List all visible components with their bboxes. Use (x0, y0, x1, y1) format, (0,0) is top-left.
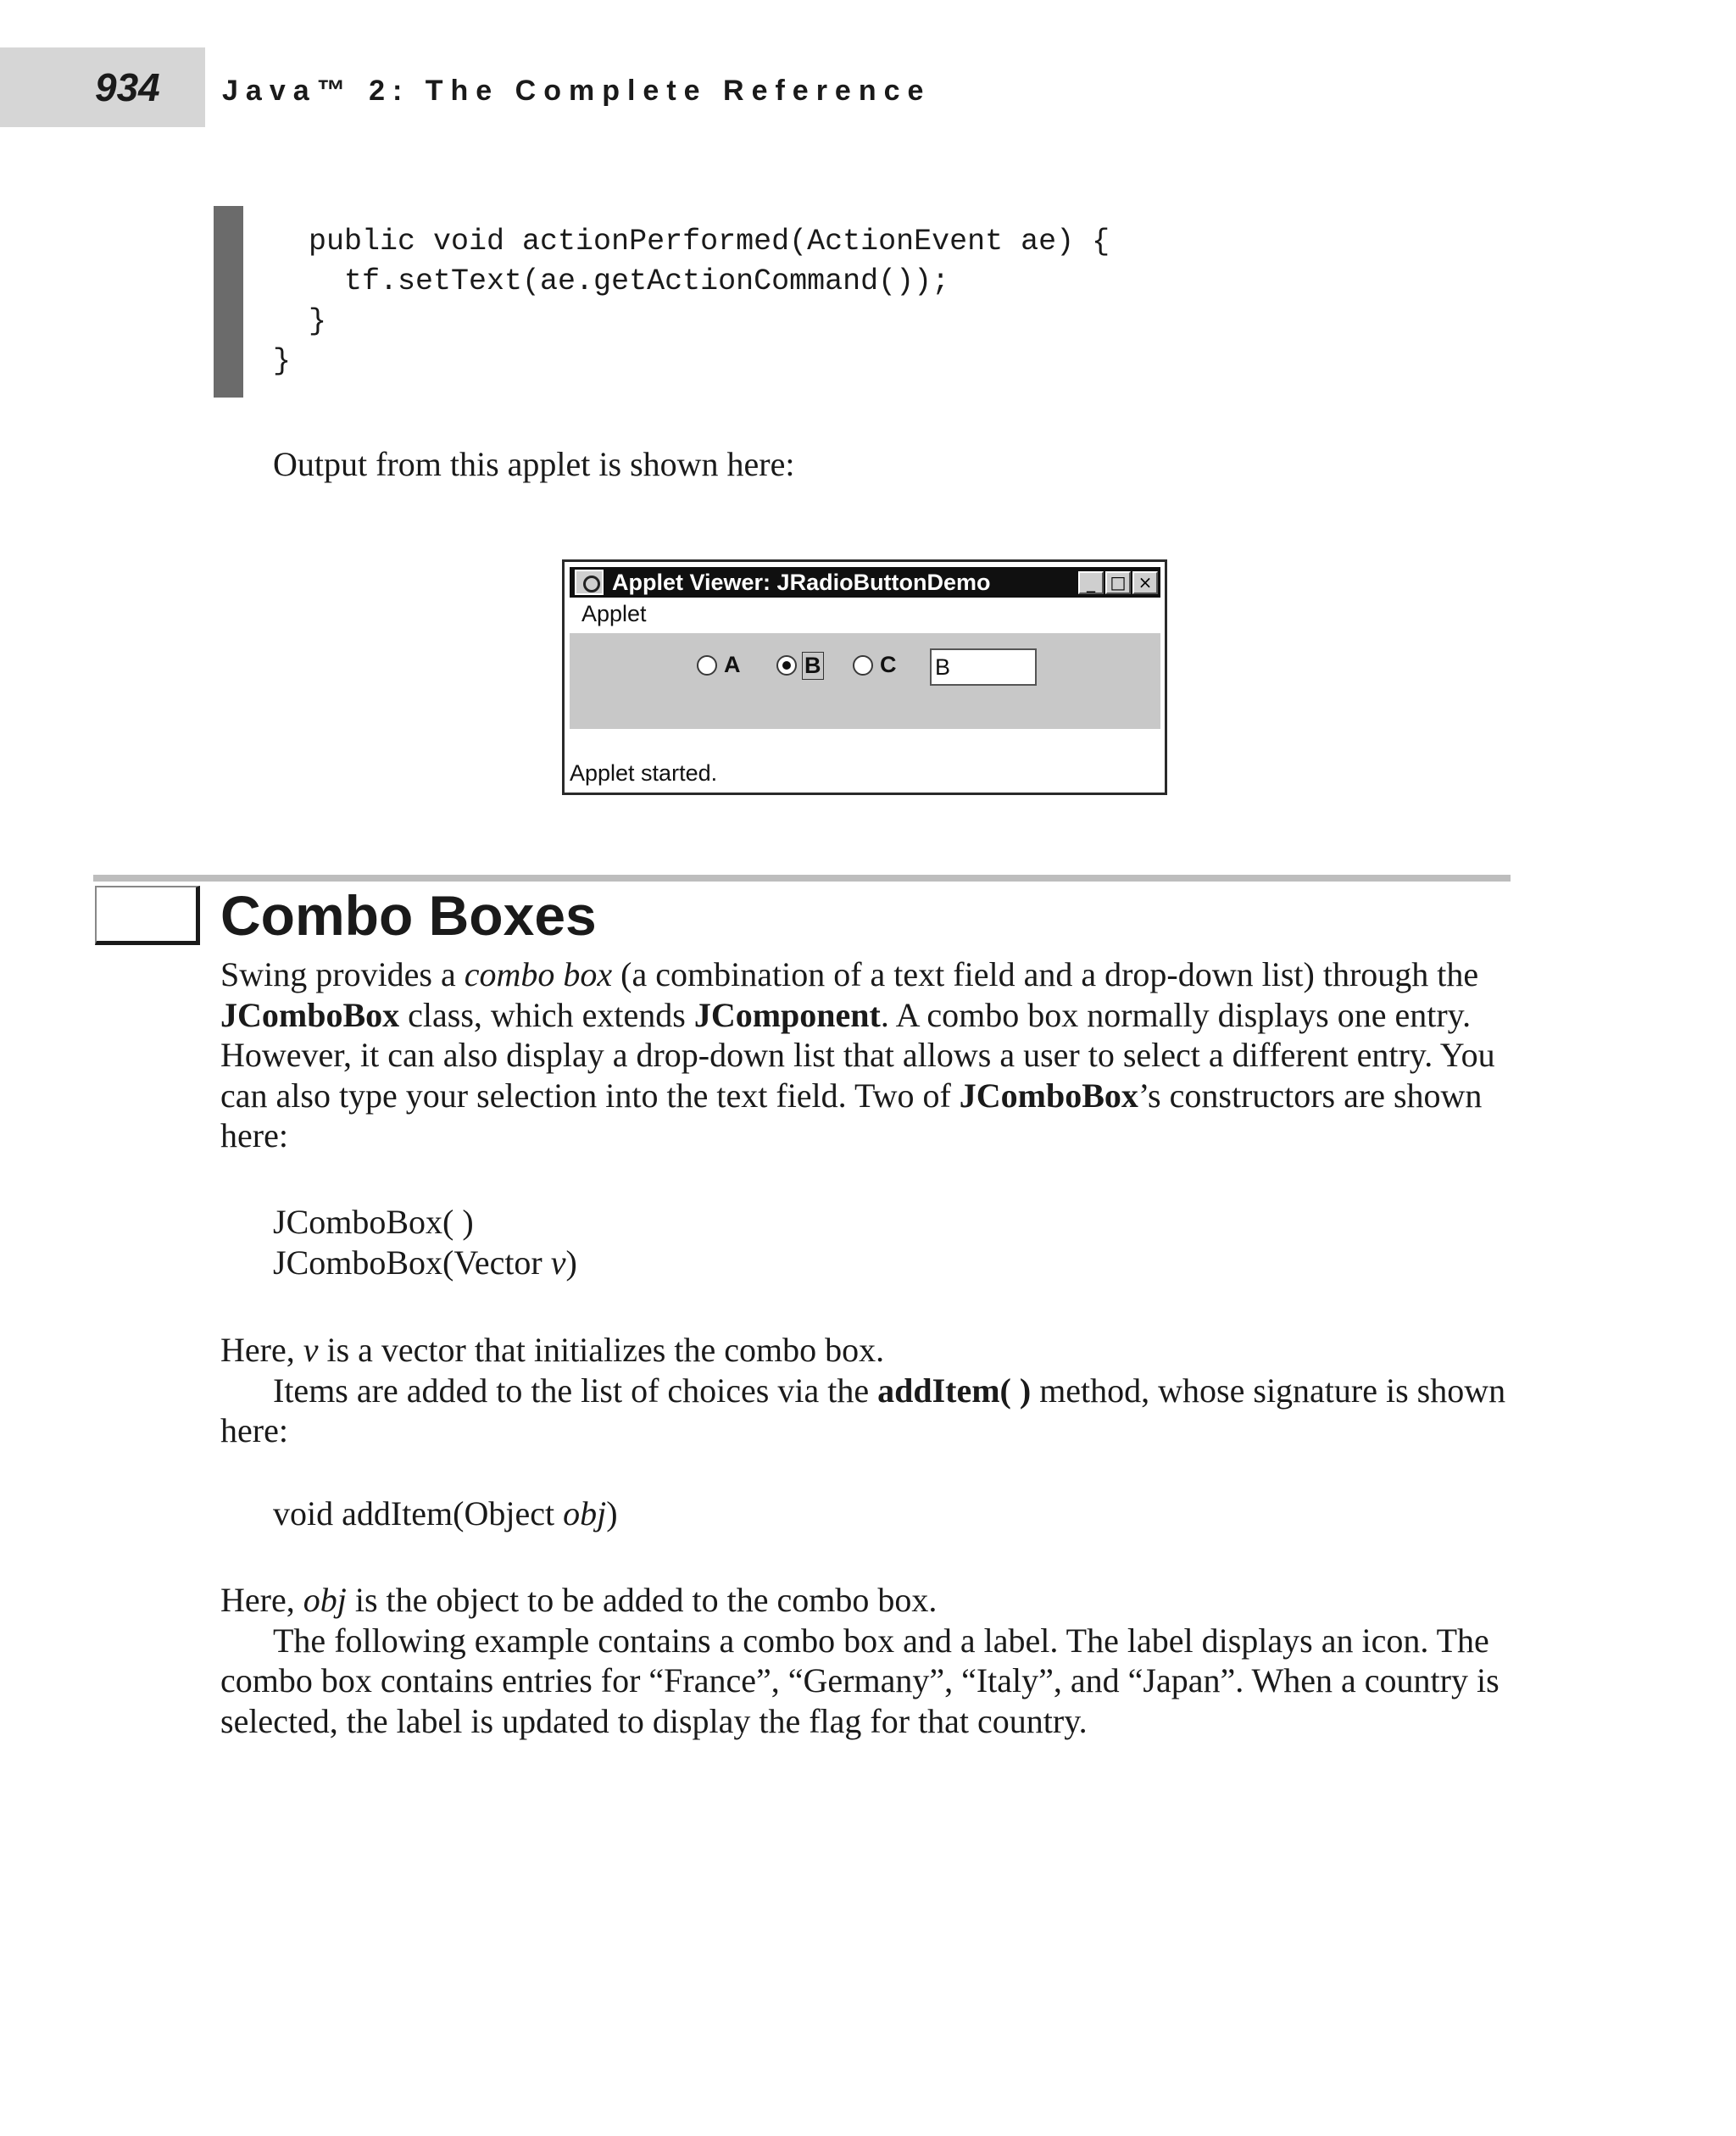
maximize-button[interactable]: □ (1105, 571, 1131, 594)
text-run: class, which extends (399, 995, 694, 1034)
method-name-additem: addItem( ) (877, 1371, 1032, 1410)
term-combo-box: combo box (464, 955, 613, 993)
applet-content-pane (570, 633, 1160, 729)
applet-viewer-window (562, 559, 1167, 795)
radio-button-c[interactable] (853, 655, 873, 676)
output-lead-text: Output from this applet is shown here: (273, 445, 795, 483)
text-run: Items are added to the list of choices via the (273, 1371, 878, 1410)
text-run: Here, (220, 1581, 303, 1619)
text-run: . A combo box normally displays one entry. However, it can also display a drop-down list that allows a user to select a different entry. You can also type your selection into the text field. Two of (220, 995, 1495, 1115)
class-name-jcomponent: JComponent (693, 995, 881, 1034)
class-name-jcombobox: JComboBox (959, 1076, 1138, 1115)
page-number: 934 (95, 65, 160, 109)
sentence-v-description (220, 1330, 1543, 1371)
text-run: ’s constructors are shown here: (220, 1076, 1483, 1154)
param-v: v (303, 1331, 319, 1369)
java-cup-icon (575, 570, 604, 595)
menu-bar (570, 599, 1160, 633)
sentence-additem-intro (220, 1371, 1543, 1451)
sentence-obj-description (220, 1580, 1543, 1621)
additem-signature (273, 1494, 618, 1534)
code-line: public void actionPerformed(ActionEvent ae) { (273, 225, 1110, 259)
param-v: v (550, 1243, 566, 1282)
param-obj: obj (563, 1494, 607, 1532)
code-line: } (273, 304, 327, 338)
code-margin-bar (214, 206, 243, 398)
text-run: void addItem(Object (273, 1494, 564, 1532)
radio-button-b[interactable] (776, 655, 797, 676)
menu-applet[interactable]: Applet (581, 601, 647, 626)
radio-label-c[interactable]: C (880, 652, 897, 677)
code-line: tf.setText(ae.getActionCommand()); (273, 264, 950, 298)
constructor-default: JComboBox( ) (273, 1203, 474, 1241)
radio-label-b[interactable]: B (802, 652, 824, 680)
constructor-vector (273, 1243, 577, 1283)
radio-button-a[interactable] (697, 655, 717, 676)
class-name-jcombobox: JComboBox (220, 995, 400, 1034)
text-run: ) (606, 1494, 618, 1532)
constructor-signatures (273, 1202, 577, 1282)
paragraph-additem (220, 1330, 1543, 1451)
paragraph-example (220, 1580, 1543, 1741)
text-run: JComboBox(Vector (273, 1243, 551, 1282)
text-run: method, whose signature is shown here: (220, 1371, 1506, 1449)
window-title: Applet Viewer: JRadioButtonDemo (612, 570, 991, 595)
running-title: Java™ 2: The Complete Reference (222, 75, 932, 107)
close-button[interactable]: × (1132, 571, 1158, 594)
window-title-bar[interactable] (570, 567, 1160, 598)
section-heading: Combo Boxes (220, 884, 597, 947)
text-run: Swing provides a (220, 955, 465, 993)
text-run: The following example contains a combo box and a label. The label displays an icon. The combo box contains entries for “France”, “Germany”, “Italy”, and “Japan”. When a country is selected, the label is updated to display the flag for that country. (220, 1621, 1500, 1740)
code-line: } (273, 344, 292, 378)
heading-rule (93, 875, 1511, 882)
text-run: ) (565, 1243, 577, 1282)
status-bar-text: Applet started. (570, 760, 718, 786)
sentence-example-description (220, 1621, 1543, 1742)
text-run: Here, (220, 1331, 303, 1369)
code-listing (273, 222, 1110, 381)
text-run: is a vector that initializes the combo box. (318, 1331, 885, 1369)
heading-marker-box (95, 886, 200, 945)
minimize-button[interactable]: _ (1078, 571, 1104, 594)
paragraph-intro (220, 954, 1543, 1156)
radio-label-a[interactable]: A (724, 652, 741, 677)
text-run: (a combination of a text field and a drop-down list) through the (612, 955, 1479, 993)
text-run: is the object to be added to the combo box. (346, 1581, 938, 1619)
param-obj: obj (303, 1581, 347, 1619)
text-field[interactable]: B (930, 648, 1037, 686)
